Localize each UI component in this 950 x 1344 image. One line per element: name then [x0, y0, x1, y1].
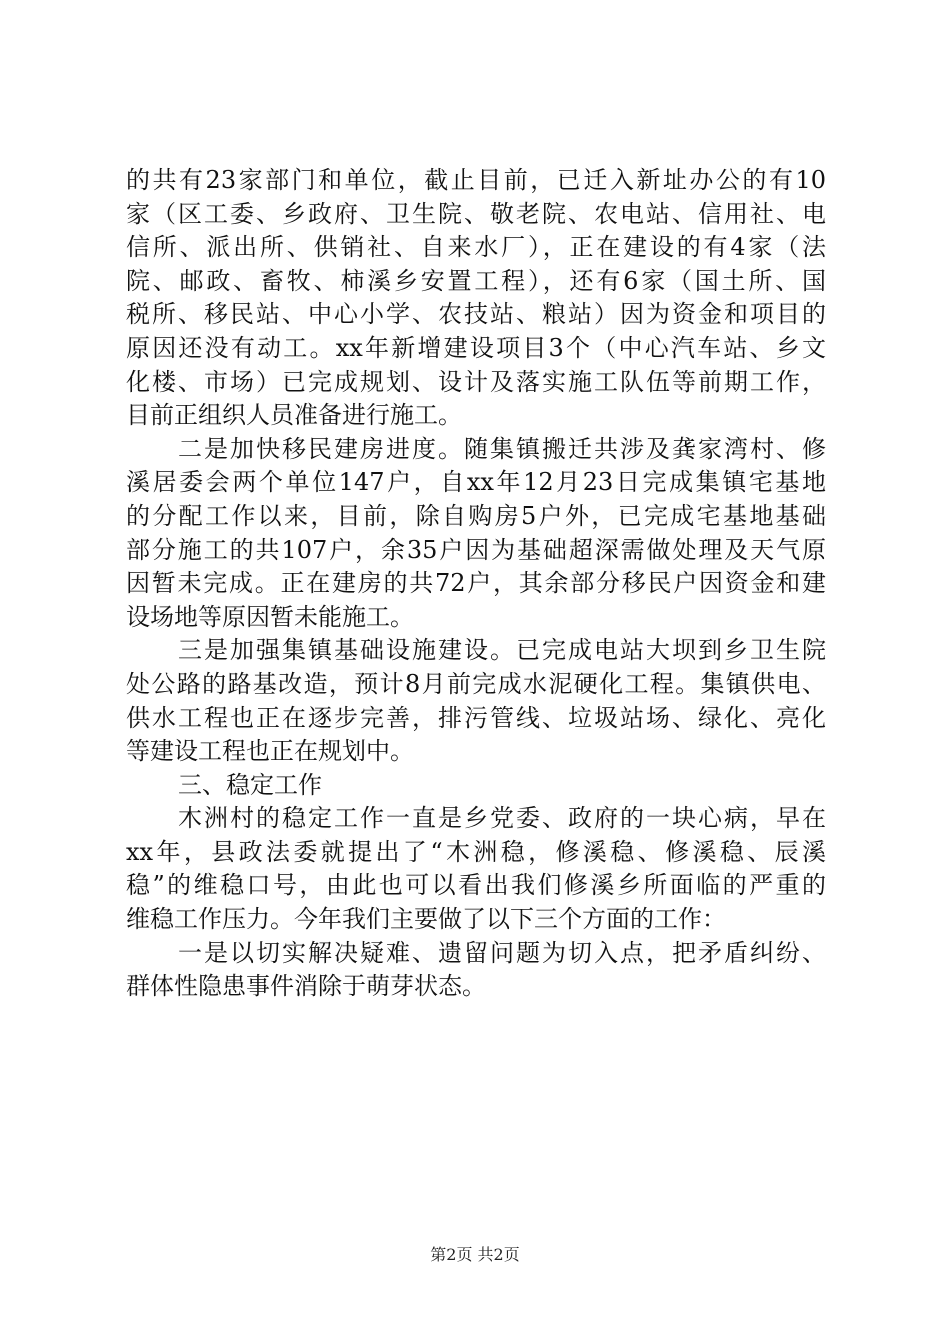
section-heading: 三、稳定工作 [178, 770, 322, 799]
paragraph-start-line: 二是加快移民建房进度。随集镇搬迁共涉及龚家湾村、修 [178, 434, 826, 463]
text-line: 溪居委会两个单位147户，自xx年12月23日完成集镇宅基地 [126, 468, 826, 497]
text-line: 信所、派出所、供销社、自来水厂），正在建设的有4家（法 [126, 233, 826, 262]
text-line: 目前正组织人员准备进行施工。 [126, 401, 462, 430]
text-line: 处公路的路基改造，预计8月前完成水泥硬化工程。集镇供电、 [126, 669, 826, 698]
text-line: 因暂未完成。正在建房的共72户，其余部分移民户因资金和建 [126, 569, 826, 598]
document-body [126, 164, 826, 1004]
text-line: 稳”的维稳口号，由此也可以看出我们修溪乡所面临的严重的 [126, 871, 826, 900]
text-line: 家（区工委、乡政府、卫生院、敬老院、农电站、信用社、电 [126, 199, 826, 228]
text-line: 部分施工的共107户，余35户因为基础超深需做处理及天气原 [126, 535, 826, 564]
text-line: 设场地等原因暂未能施工。 [126, 602, 414, 631]
text-line: 等建设工程也正在规划中。 [126, 737, 414, 766]
page-footer: 第2页 共2页 [430, 1245, 520, 1264]
text-line: 税所、移民站、中心小学、农技站、粮站）因为资金和项目的 [126, 300, 826, 329]
text-line: 的分配工作以来，目前，除自购房5户外，已完成宅基地基础 [126, 501, 826, 530]
text-line: 院、邮政、畜牧、柿溪乡安置工程），还有6家（国土所、国 [126, 266, 826, 295]
paragraph-start-line: 三是加强集镇基础设施建设。已完成电站大坝到乡卫生院 [178, 636, 826, 665]
paragraph-start-line: 一是以切实解决疑难、遗留问题为切入点，把矛盾纠纷、 [178, 938, 826, 967]
text-line: 供水工程也正在逐步完善，排污管线、垃圾站场、绿化、亮化 [126, 703, 826, 732]
text-line: 维稳工作压力。今年我们主要做了以下三个方面的工作： [126, 905, 726, 934]
text-line: 化楼、市场）已完成规划、设计及落实施工队伍等前期工作， [126, 367, 826, 396]
text-line: 的共有23家部门和单位，截止目前，已迁入新址办公的有10 [126, 166, 826, 194]
text-line: 群体性隐患事件消除于萌芽状态。 [126, 972, 486, 1001]
paragraph-start-line: 木洲村的稳定工作一直是乡党委、政府的一块心病，早在 [178, 804, 826, 833]
text-line: xx年，县政法委就提出了“木洲稳，修溪稳、修溪稳、辰溪 [126, 837, 826, 866]
text-line: 原因还没有动工。xx年新增建设项目3个（中心汽车站、乡文 [126, 333, 826, 362]
